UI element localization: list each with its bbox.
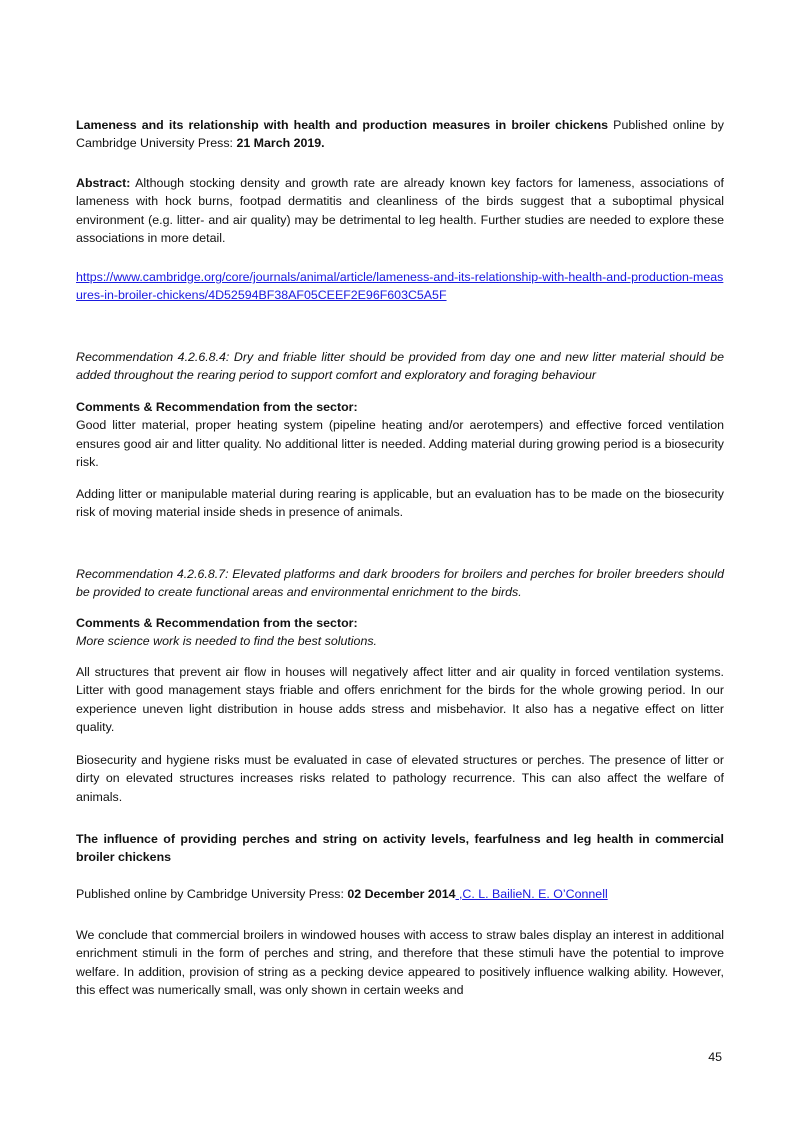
rec2-para1: All structures that prevent air flow in houses will negatively affect litter and air quality in forced ventilation systems. Litter with good management stays friable and offers enrichment for the birds for the whole growing period. In our experience uneven light distribution in house adds stress and misbehavior. It also has a negative effect on litter quality. xyxy=(76,665,724,735)
recommendation-text: Recommendation 4.2.6.8.4: Dry and friable litter should be provided from day one and new litter material should be added throughout the rearing period to support comfort and exploratory and foraging behaviour xyxy=(76,350,724,383)
rec2-comments xyxy=(76,614,724,651)
rec2-para2-block xyxy=(76,751,724,806)
article1-url-link[interactable]: https://www.cambridge.org/core/journals/animal/article/lameness-and-its-relationship-with-health-and-production-measures-in-broiler-chickens/4D52594BF38AF05CEEF2E96F603C5A5F xyxy=(76,270,724,303)
recommendation-4-2-6-8-4 xyxy=(76,348,724,385)
article2-title: The influence of providing perches and string on activity levels, fearfulness and leg health in commercial broiler chickens xyxy=(76,832,724,865)
recommendation-text: Recommendation 4.2.6.8.7: Elevated platforms and dark brooders for broilers and perches for broiler breeders should be provided to create functional areas and environmental enrichment to the birds. xyxy=(76,567,724,600)
rec2-para2: Biosecurity and hygiene risks must be evaluated in case of elevated structures or perches. The presence of litter or dirty on elevated structures increases risks related to pathology recurrence. This can also affect the welfare of animals. xyxy=(76,753,724,804)
article1-title: Lameness and its relationship with health and production measures in broiler chickens xyxy=(76,118,609,132)
article2-conclusion: We conclude that commercial broilers in windowed houses with access to straw bales display an interest in additional enrichment stimuli in the form of perches and string, and therefore that these stimuli have the potential to improve welfare. In addition, provision of string as a pecking device appeared to positively influence walking ability. However, this effect was numerically small, was only shown in certain weeks and xyxy=(76,928,724,998)
abstract-text: Although stocking density and growth rate are already known key factors for lameness, associations of lameness with hock burns, footpad dermatitis and cleanliness of the birds suggest that a suboptimal physical environment (e.g. litter- and air quality) may be detrimental to leg health. Further studies are needed to explore these associations in more detail. xyxy=(76,176,724,246)
article1-citation xyxy=(76,116,724,153)
article2-published-line xyxy=(76,885,724,903)
article2-author-separator[interactable]: , xyxy=(455,887,463,901)
rec1-para2-block xyxy=(76,485,724,522)
article1-published-prefix: Published online by Cambridge University Press: xyxy=(76,118,724,151)
article1-published-date: 21 March 2019. xyxy=(236,136,325,151)
rec1-para1: Good litter material, proper heating system (pipeline heating and/or aerotempers) and effective forced ventilation ensures good air and litter quality. No additional litter is needed. Adding material during growing period is a biosecurity risk. xyxy=(76,418,724,470)
article2-published-date: 02 December 2014 xyxy=(347,887,456,901)
article2-title-block xyxy=(76,830,724,867)
rec1-comments xyxy=(76,398,724,472)
article1-abstract xyxy=(76,174,724,248)
abstract-label: Abstract: xyxy=(76,176,131,190)
article2-conclusion-block xyxy=(76,926,724,1000)
article2-published-prefix: Published online by Cambridge University Press: xyxy=(76,887,348,901)
rec2-para1-block xyxy=(76,663,724,737)
article2-authors-link[interactable]: C. L. BailieN. E. O’Connell xyxy=(462,887,608,901)
page-number: 45 xyxy=(708,1050,722,1064)
comments-italic-note: More science work is needed to find the best solutions. xyxy=(76,634,377,649)
rec1-para2: Adding litter or manipulable material during rearing is applicable, but an evaluation has to be made on the biosecurity risk of moving material inside sheds in presence of animals. xyxy=(76,487,724,520)
recommendation-4-2-6-8-7 xyxy=(76,565,724,602)
comments-heading: Comments & Recommendation from the sector: xyxy=(76,616,358,630)
comments-heading: Comments & Recommendation from the sector: xyxy=(76,400,358,414)
article1-link-block xyxy=(76,268,724,305)
